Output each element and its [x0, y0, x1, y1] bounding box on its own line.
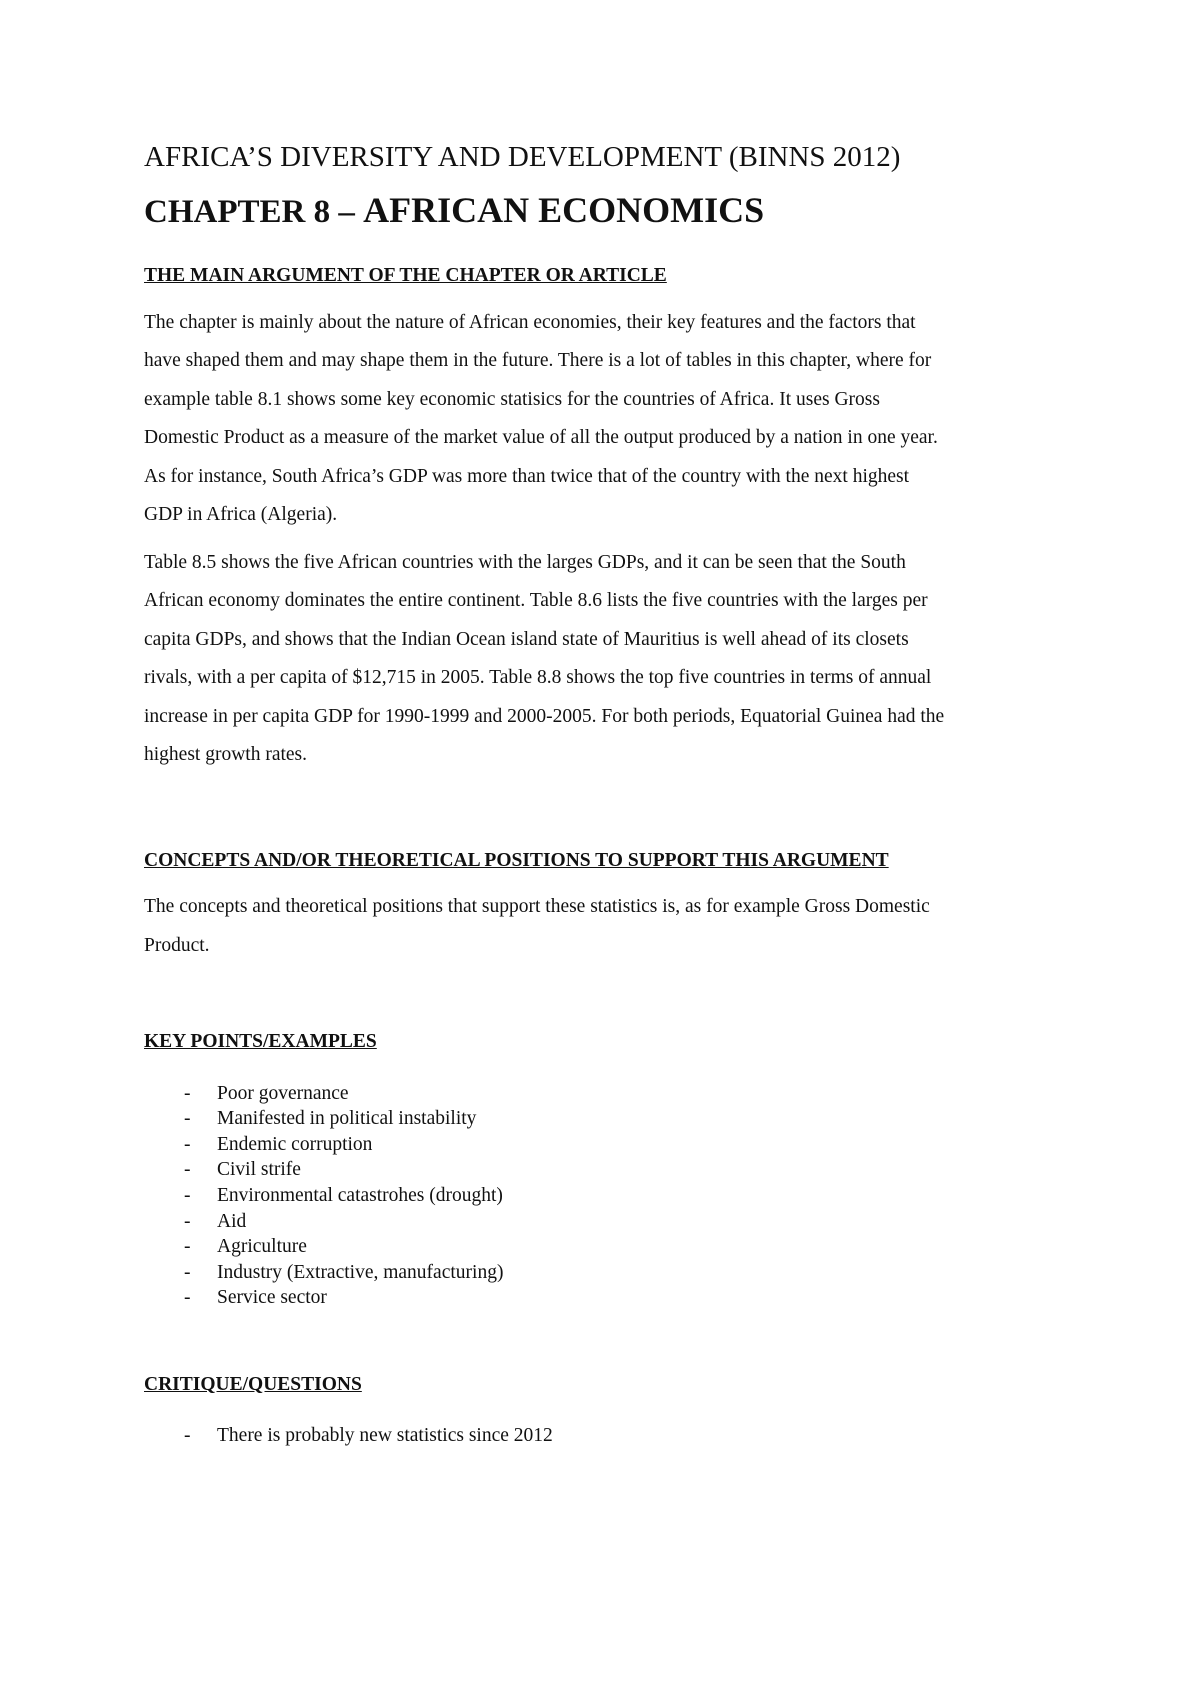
list-bullet: - — [184, 1184, 191, 1206]
paragraph-line: rivals, with a per capita of $12,715 in 2005. Table 8.8 shows the top five countries in terms of annual — [144, 667, 932, 689]
list-item-text: Civil strife — [217, 1159, 301, 1181]
list-bullet: - — [184, 1133, 191, 1155]
list-item — [144, 1081, 1064, 1107]
section-heading-concepts: CONCEPTS AND/OR THEORETICAL POSITIONS TO SUPPORT THIS ARGUMENT — [144, 849, 889, 871]
list-item — [144, 1106, 1064, 1132]
paragraph-line: have shaped them and may shape them in the future. There is a lot of tables in this chapter, where for — [144, 350, 932, 372]
list-item — [144, 1234, 1064, 1260]
concepts-paragraph — [144, 888, 1064, 965]
paragraph-line: The concepts and theoretical positions that support these statistics is, as for example Gross Domestic — [144, 896, 930, 918]
paragraph-line: highest growth rates. — [144, 744, 308, 766]
paragraph-line: As for instance, South Africa’s GDP was more than twice that of the country with the next highest — [144, 465, 910, 487]
paragraph-line: Table 8.5 shows the five African countries with the larges GDPs, and it can be seen that the South — [144, 551, 906, 573]
list-bullet: - — [184, 1425, 191, 1447]
main-argument-paragraph-1 — [144, 304, 1064, 535]
list-item-text: Agriculture — [217, 1236, 307, 1258]
list-item-text: Endemic corruption — [217, 1133, 373, 1155]
paragraph-line: example table 8.1 shows some key economic statisics for the countries of Africa. It uses Gross — [144, 388, 880, 410]
paragraph-line: capita GDPs, and shows that the Indian Ocean island state of Mauritius is well ahead of its closets — [144, 628, 909, 650]
key-points-list — [144, 1081, 1064, 1311]
list-item — [144, 1132, 1064, 1158]
list-item-text: Industry (Extractive, manufacturing) — [217, 1261, 504, 1283]
list-item — [144, 1423, 1064, 1449]
paragraph-line: Product. — [144, 934, 210, 956]
section-heading-key-points: KEY POINTS/EXAMPLES — [144, 1031, 377, 1053]
main-argument-paragraph-2 — [144, 544, 1064, 775]
list-bullet: - — [184, 1108, 191, 1130]
document-page — [144, 140, 1064, 1449]
section-heading-main-argument: THE MAIN ARGUMENT OF THE CHAPTER OR ARTICLE — [144, 265, 667, 287]
paragraph-line: GDP in Africa (Algeria). — [144, 504, 338, 526]
chapter-title — [144, 189, 1064, 233]
paragraph-line: African economy dominates the entire continent. Table 8.6 lists the five countries with the larges per — [144, 590, 928, 612]
list-item-text: There is probably new statistics since 2012 — [217, 1425, 553, 1447]
list-item — [144, 1285, 1064, 1311]
paragraph-line: Domestic Product as a measure of the market value of all the output produced by a nation in one year. — [144, 427, 938, 449]
critique-list — [144, 1423, 1064, 1449]
list-bullet: - — [184, 1210, 191, 1232]
list-bullet: - — [184, 1082, 191, 1104]
list-bullet: - — [184, 1159, 191, 1181]
list-item — [144, 1157, 1064, 1183]
list-item-text: Environmental catastrohes (drought) — [217, 1184, 503, 1206]
paragraph-line: The chapter is mainly about the nature of African economies, their key features and the factors that — [144, 311, 916, 333]
paragraph-line: increase in per capita GDP for 1990-1999 and 2000-2005. For both periods, Equatorial Guinea had the — [144, 705, 945, 727]
section-heading-critique: CRITIQUE/QUESTIONS — [144, 1373, 362, 1395]
list-item-text: Aid — [217, 1210, 247, 1232]
list-item-text: Manifested in political instability — [217, 1108, 477, 1130]
list-item-text: Poor governance — [217, 1082, 349, 1104]
list-bullet: - — [184, 1287, 191, 1309]
list-item — [144, 1209, 1064, 1235]
document-title: AFRICA’S DIVERSITY AND DEVELOPMENT (BINNS 2012) — [144, 141, 901, 173]
chapter-prefix: CHAPTER 8 – — [144, 193, 364, 230]
list-item — [144, 1260, 1064, 1286]
list-bullet: - — [184, 1261, 191, 1283]
list-bullet: - — [184, 1236, 191, 1258]
list-item-text: Service sector — [217, 1287, 327, 1309]
chapter-name: AFRICAN ECONOMICS — [363, 189, 765, 230]
list-item — [144, 1183, 1064, 1209]
